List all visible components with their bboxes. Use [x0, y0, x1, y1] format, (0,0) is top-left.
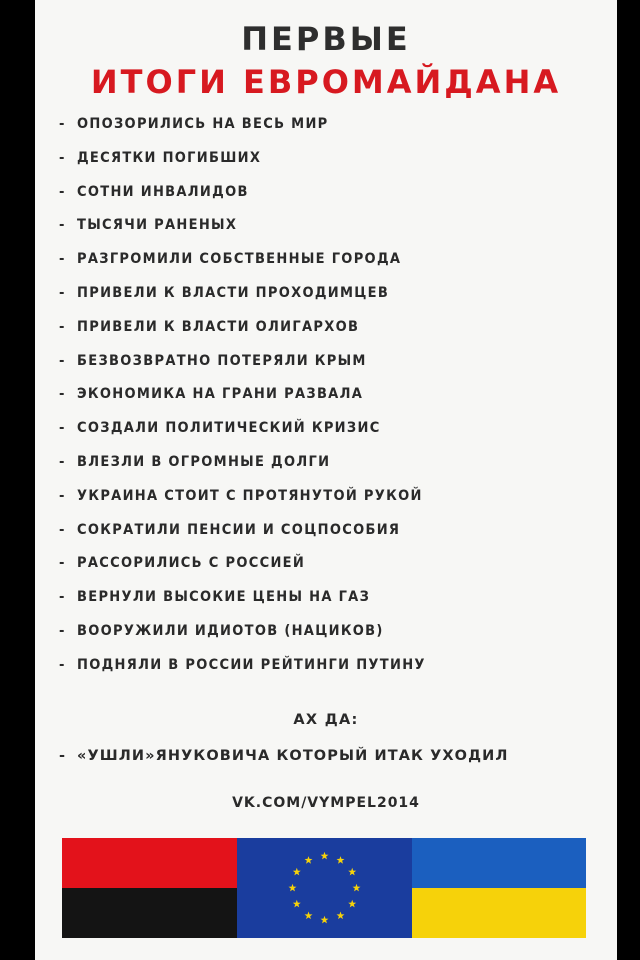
list-item	[59, 581, 426, 615]
title-line-1: ПЕРВЫЕ	[241, 20, 411, 58]
list-dash: -	[59, 352, 66, 369]
eu-star-icon	[305, 856, 313, 864]
results-list	[59, 108, 426, 683]
list-item	[59, 176, 426, 210]
list-item	[59, 108, 426, 142]
list-dash: -	[59, 217, 66, 234]
eu-star-icon	[321, 916, 329, 924]
eu-star-icon	[353, 884, 361, 892]
list-dash: -	[59, 386, 66, 403]
list-item-text: ПОДНЯЛИ В РОССИИ РЕЙТИНГИ ПУТИНУ	[77, 656, 426, 673]
list-item-text: ПРИВЕЛИ К ВЛАСТИ ОЛИГАРХОВ	[77, 318, 360, 335]
list-dash: -	[59, 622, 66, 639]
list-dash: -	[59, 487, 66, 504]
list-item	[59, 615, 426, 649]
eu-star-icon	[321, 852, 329, 860]
list-dash: -	[59, 251, 66, 268]
list-item-text: ТЫСЯЧИ РАНЕНЫХ	[77, 217, 238, 234]
last-item	[59, 748, 509, 764]
list-item-text: СОКРАТИЛИ ПЕНСИИ И СОЦПОСОБИЯ	[77, 521, 401, 538]
eu-star-icon	[289, 884, 297, 892]
list-dash: -	[59, 521, 66, 538]
list-dash: -	[59, 420, 66, 437]
list-item-text: РАССОРИЛИСЬ С РОССИЕЙ	[77, 555, 306, 572]
red-black-flag-icon	[62, 838, 237, 938]
list-item	[59, 277, 426, 311]
ah-da-label: АХ ДА:	[293, 712, 359, 728]
list-item	[59, 378, 426, 412]
last-item-text: «УШЛИ»ЯНУКОВИЧА КОТОРЫЙ ИТАК УХОДИЛ	[77, 748, 509, 764]
list-item-text: ОПОЗОРИЛИСЬ НА ВЕСЬ МИР	[77, 116, 329, 132]
list-dash: -	[59, 116, 66, 132]
eu-star-icon	[293, 868, 301, 876]
list-item-text: ВООРУЖИЛИ ИДИОТОВ (НАЦИКОВ)	[77, 622, 384, 639]
eu-flag-icon	[237, 838, 412, 938]
list-dash: -	[59, 656, 66, 673]
list-item	[59, 209, 426, 243]
list-item	[59, 480, 426, 514]
eu-star-icon	[337, 856, 345, 864]
eu-star-icon	[348, 868, 356, 876]
list-dash: -	[59, 748, 67, 764]
list-item	[59, 547, 426, 581]
list-dash: -	[59, 589, 66, 606]
eu-star-icon	[305, 912, 313, 920]
poster	[35, 0, 617, 960]
source-link: VK.COM/VYMPEL2014	[232, 795, 420, 811]
flags-strip	[62, 838, 586, 938]
title-line-2: ИТОГИ ЕВРОМАЙДАНА	[90, 63, 562, 101]
list-item-text: ВЕРНУЛИ ВЫСОКИЕ ЦЕНЫ НА ГАЗ	[77, 589, 371, 606]
eu-star-icon	[293, 900, 301, 908]
list-item	[59, 345, 426, 379]
list-item	[59, 649, 426, 683]
list-dash: -	[59, 284, 66, 301]
list-item-text: СОТНИ ИНВАЛИДОВ	[77, 183, 249, 200]
ukraine-flag-icon	[412, 838, 586, 938]
list-item-text: УКРАИНА СТОИТ С ПРОТЯНУТОЙ РУКОЙ	[77, 487, 423, 504]
list-dash: -	[59, 555, 66, 572]
list-item	[59, 142, 426, 176]
list-item	[59, 412, 426, 446]
eu-star-icon	[337, 912, 345, 920]
list-dash: -	[59, 453, 66, 470]
eu-star-icon	[348, 900, 356, 908]
list-item	[59, 446, 426, 480]
list-dash: -	[59, 318, 66, 335]
list-item-text: РАЗГРОМИЛИ СОБСТВЕННЫЕ ГОРОДА	[77, 251, 402, 268]
list-item-text: ЭКОНОМИКА НА ГРАНИ РАЗВАЛА	[77, 386, 364, 403]
list-item	[59, 311, 426, 345]
list-item-text: ВЛЕЗЛИ В ОГРОМНЫЕ ДОЛГИ	[77, 453, 331, 470]
list-dash: -	[59, 183, 66, 200]
list-dash: -	[59, 149, 66, 166]
list-item-text: СОЗДАЛИ ПОЛИТИЧЕСКИЙ КРИЗИС	[77, 420, 381, 437]
list-item-text: ДЕСЯТКИ ПОГИБШИХ	[77, 149, 262, 166]
list-item-text: БЕЗВОЗВРАТНО ПОТЕРЯЛИ КРЫМ	[77, 352, 367, 369]
list-item	[59, 514, 426, 548]
list-item	[59, 243, 426, 277]
list-item-text: ПРИВЕЛИ К ВЛАСТИ ПРОХОДИМЦЕВ	[77, 284, 390, 301]
